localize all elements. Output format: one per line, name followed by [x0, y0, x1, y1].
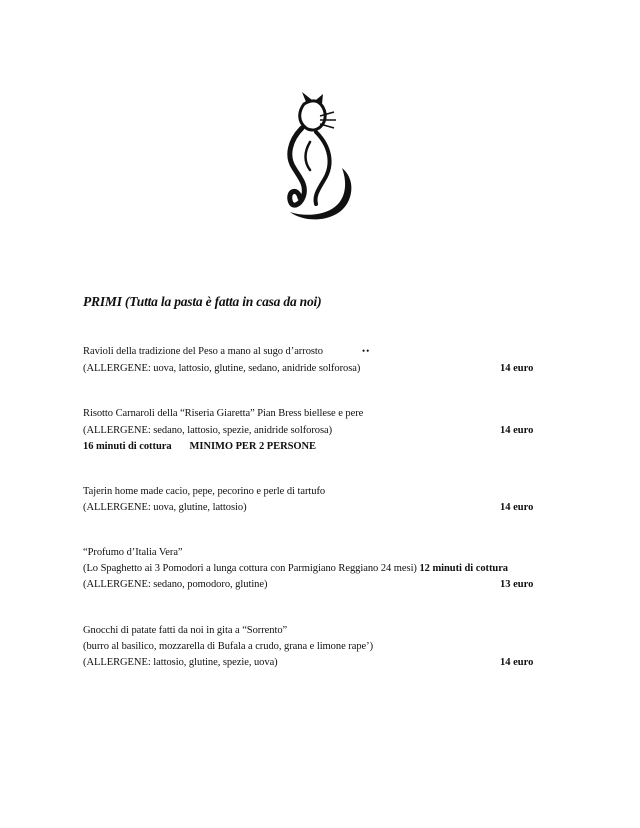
dish-price: 14 euro: [500, 425, 534, 436]
dish-description-row: [83, 563, 508, 574]
dish-price: 14 euro: [500, 657, 534, 668]
dish-allergens: (ALLERGENE: sedano, lattosio, spezie, anidride solforosa): [83, 425, 333, 436]
dish-marks: ••: [362, 346, 371, 356]
dish-price: 14 euro: [500, 502, 534, 513]
dish-description: (burro al basilico, mozzarella di Bufala a crudo, grana e limone rape’): [83, 641, 374, 652]
dish-name: Ravioli della tradizione del Peso a mano al sugo d’arrosto: [83, 346, 323, 357]
dish-allergens: (ALLERGENE: uova, glutine, lattosio): [83, 502, 247, 513]
dish-allergens: (ALLERGENE: sedano, pomodoro, glutine): [83, 579, 268, 590]
dish-cooking-time: 16 minuti di cottura: [83, 441, 172, 452]
dish-price: 13 euro: [500, 579, 534, 590]
section-title: PRIMI (Tutta la pasta è fatta in casa da noi): [83, 294, 322, 309]
dish-name: Gnocchi di patate fatti da noi in gita a “Sorrento”: [83, 625, 288, 636]
dish-name: “Profumo d’Italia Vera”: [83, 547, 183, 558]
dish-name: Risotto Carnaroli della “Riseria Giaretta” Pian Bress biellese e pere: [83, 408, 364, 419]
dish-cooking-time: 12 minuti di cottura: [419, 563, 509, 574]
dish-name: Tajerin home made cacio, pepe, pecorino e perle di tartufo: [83, 486, 326, 497]
dish-allergens: (ALLERGENE: lattosio, glutine, spezie, uova): [83, 657, 278, 668]
dish-cooking-row: [83, 441, 316, 452]
dish-description: (Lo Spaghetto ai 3 Pomodori a lunga cottura con Parmigiano Reggiano 24 mesi): [83, 563, 417, 574]
cat-logo: [276, 92, 358, 224]
dish-allergens: (ALLERGENE: uova, lattosio, glutine, sedano, anidride solforosa): [83, 363, 361, 374]
dish-minimum: MINIMO PER 2 PERSONE: [189, 441, 317, 452]
dish-price: 14 euro: [500, 363, 534, 374]
